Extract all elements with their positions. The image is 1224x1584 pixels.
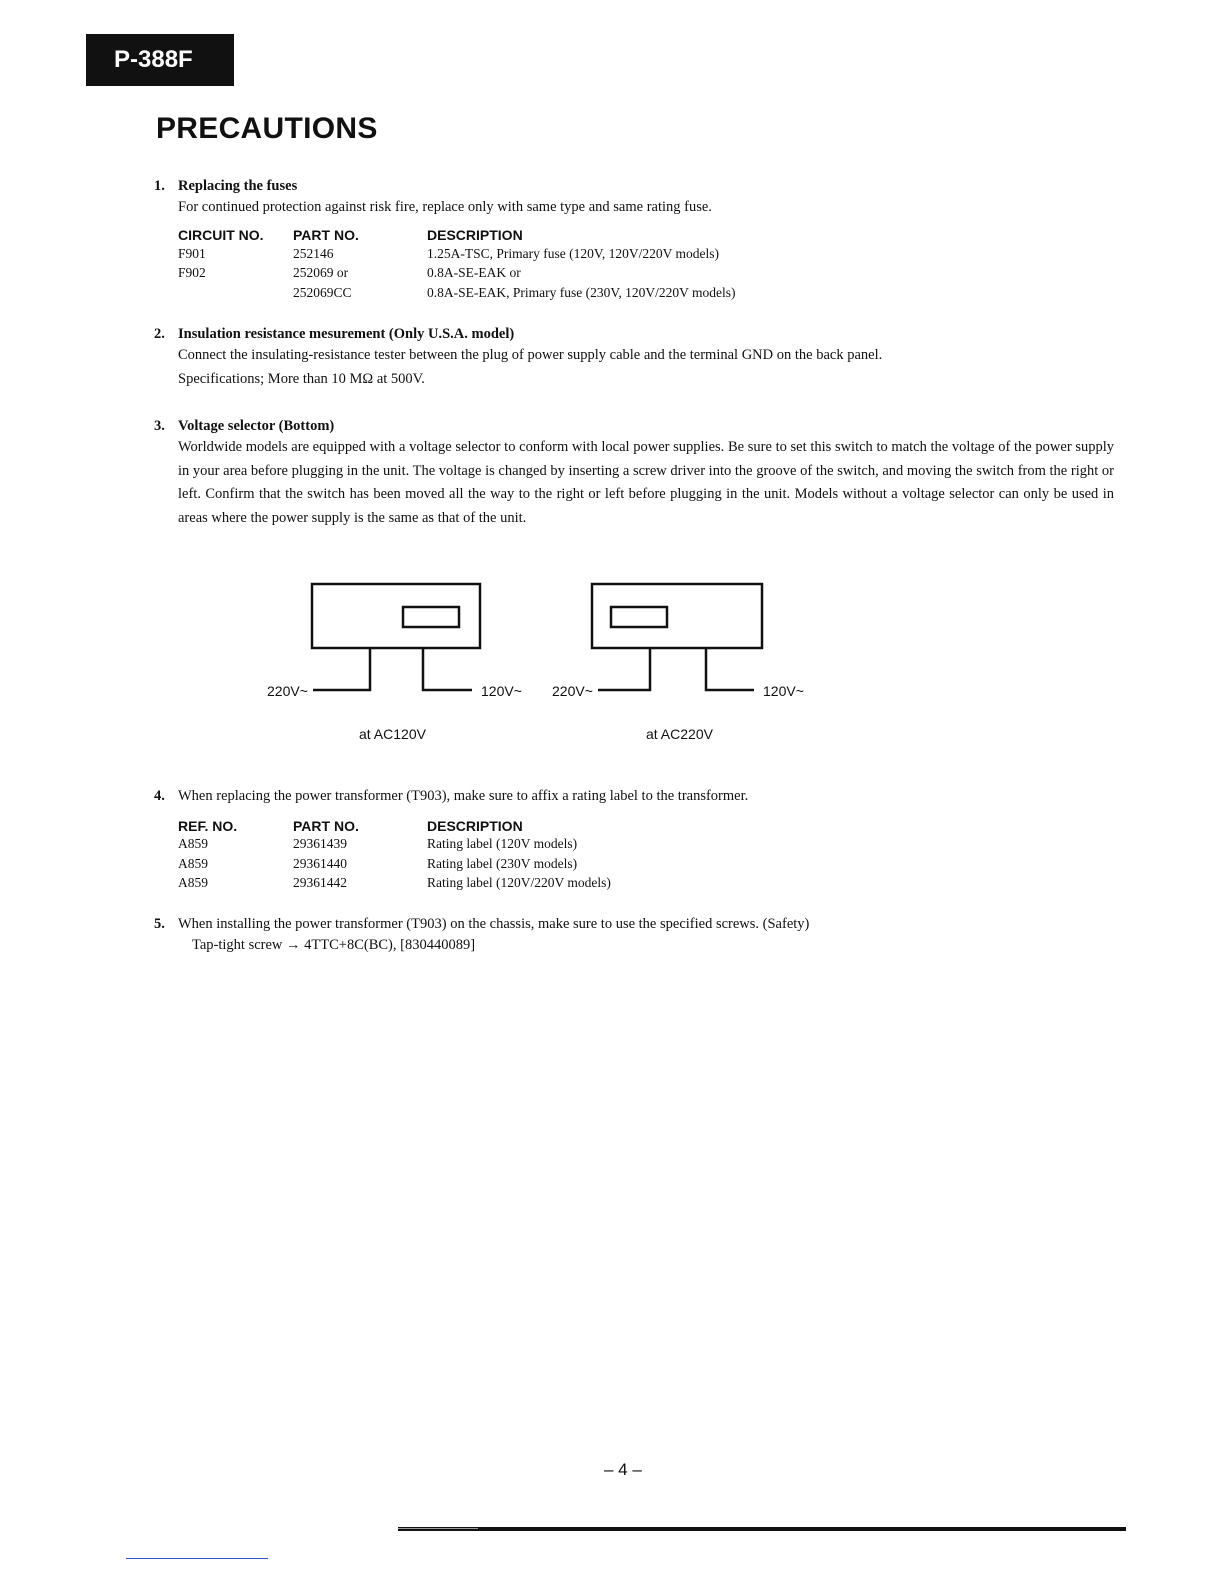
selector-at-ac220v [592, 584, 762, 690]
table-cell: Rating label (230V models) [427, 855, 578, 871]
voltage-selector-diagram [260, 578, 820, 748]
section-heading: 5. When installing the power transformer (T903) on the chassis, make sure to use the specified screws. (Safety) [154, 916, 810, 932]
table-cell: F902 [178, 265, 206, 280]
table-row [178, 836, 867, 856]
section-text: Specifications; More than 10 MΩ at 500V. [178, 370, 425, 387]
table-cell [178, 285, 293, 305]
label-120v: 120V~ [763, 683, 804, 699]
table-header-row [178, 225, 867, 246]
section-heading: 3. Voltage selector (Bottom) [154, 418, 335, 434]
selector-housing [312, 584, 480, 648]
table-cell: A859 [178, 855, 208, 871]
selector-switch-knob [611, 607, 667, 627]
table-row [178, 285, 867, 305]
model-tab: P-388F [86, 34, 234, 86]
table-cell: 252069CC [293, 284, 352, 300]
label-120v: 120V~ [481, 683, 522, 699]
caption-ac220v: at AC220V [646, 726, 713, 742]
fuse-table [178, 225, 867, 305]
table-cell: 252069 or [293, 265, 349, 280]
footer-link-underline [126, 1558, 268, 1559]
table-cell: 0.8A-SE-EAK or [427, 265, 521, 280]
selector-housing [592, 584, 762, 648]
column-header: REF. NO. [178, 817, 238, 834]
section-insulation [154, 324, 1114, 391]
table-row [178, 265, 867, 285]
label-220v: 220V~ [267, 683, 308, 699]
section-text: For continued protection against risk fire, replace only with same type and same rating fuse. [178, 199, 712, 215]
table-cell: 252146 [293, 245, 334, 261]
table-row [178, 875, 867, 895]
column-header: PART NO. [293, 227, 359, 243]
column-header: PART NO. [293, 817, 359, 834]
table-cell: A859 [178, 875, 208, 890]
footer-rule-fade [398, 1528, 478, 1529]
section-heading: 2. Insulation resistance mesurement (Only U.S.A. model) [154, 326, 515, 342]
table-cell: 29361440 [293, 855, 347, 871]
table-row [178, 246, 867, 266]
table-header-row [178, 815, 867, 836]
column-header: CIRCUIT NO. [178, 227, 264, 243]
column-header: DESCRIPTION [427, 227, 523, 243]
page-number: – 4 – [604, 1460, 642, 1479]
footer-rule [398, 1527, 1126, 1531]
table-cell: 0.8A-SE-EAK, Primary fuse (230V, 120V/220V models) [427, 284, 736, 300]
table-cell: 1.25A-TSC, Primary fuse (120V, 120V/220V models) [427, 245, 719, 261]
section-text: Worldwide models are equipped with a voltage selector to conform with local power supplies. Be sure to set this switch to match the voltage of the power supply in your area before plugging in the unit. The voltage is changed by inserting a screw driver into the groove of the switch, and moving the switch from the right or left. Confirm that the switch has been moved all the way to the right or left before plugging in the unit. Models without a voltage selector can only be used in areas where the power supply is the same as that of the unit. [178, 439, 1114, 526]
section-heading: 1. Replacing the fuses [154, 178, 298, 194]
table-cell: 29361442 [293, 875, 347, 890]
page-title: PRECAUTIONS [156, 112, 378, 145]
column-header: DESCRIPTION [427, 817, 523, 834]
screw-spec: Tap-tight screw → 4TTC+8C(BC), [830440089] [192, 937, 476, 953]
terminal-220v-line [598, 648, 650, 690]
table-cell: A859 [178, 836, 208, 851]
table-cell: Rating label (120V models) [427, 836, 578, 851]
section-fuses [154, 176, 1114, 304]
table-cell: 29361439 [293, 836, 347, 851]
caption-ac120v: at AC120V [359, 726, 426, 742]
section-transformer-label [154, 786, 1114, 895]
table-cell: F901 [178, 245, 206, 261]
table-row [178, 856, 867, 876]
section-voltage-selector [154, 416, 1114, 530]
terminal-120v-line [706, 648, 754, 690]
terminal-120v-line [423, 648, 472, 690]
table-cell: Rating label (120V/220V models) [427, 875, 611, 890]
label-220v: 220V~ [552, 683, 593, 699]
rating-label-table [178, 815, 867, 895]
terminal-220v-line [313, 648, 370, 690]
section-transformer-screws [154, 914, 1114, 958]
section-text: Connect the insulating-resistance tester between the plug of power supply cable and the terminal GND on the back panel. [178, 347, 883, 363]
selector-switch-knob [403, 607, 459, 627]
selector-at-ac120v [312, 584, 480, 690]
section-heading: 4. When replacing the power transformer (T903), make sure to affix a rating label to the transformer. [154, 788, 749, 804]
